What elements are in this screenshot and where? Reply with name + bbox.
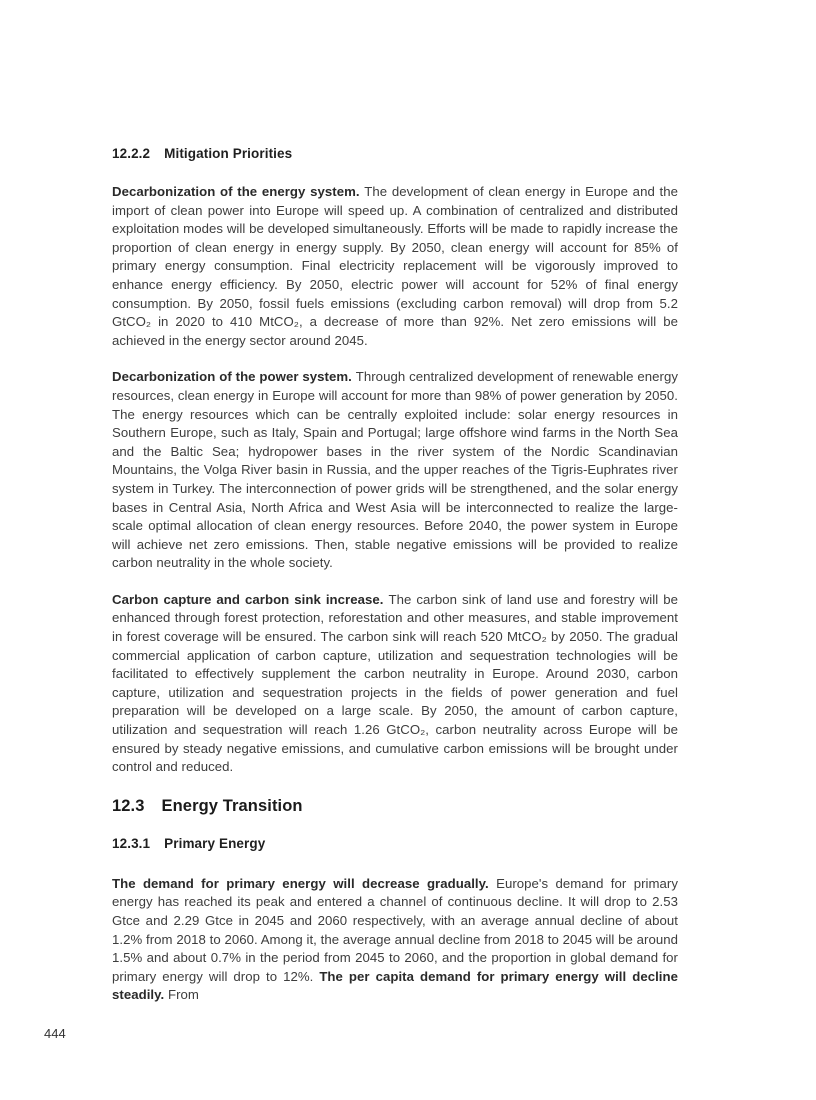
heading-number: 12.3 bbox=[112, 796, 145, 815]
paragraph-primary-energy-demand: The demand for primary energy will decrease gradually. Europe's demand for primary energy has reached its peak and entered a channel of continuous decline. It will drop to 2.53 Gtce and 2.29 Gtce in 2045 and 2060 respectively, with an average annual decline of about 1.2% from 2018 to 2060. Among it, the average annual decline from 2018 to 2045 will be around 1.5% and about 0.7% in the period from 2045 to 2060, and the proportion in global demand for primary energy will drop to 12%. The per capita demand for primary energy will decline steadily. From bbox=[112, 875, 679, 1003]
paragraph-decarbonization-power-system: Decarbonization of the power system. Through centralized development of renewable energy resources, clean energy in Europe will account for more than 98% of power generation by 2050. The energy resources which can be centrally exploited include: solar energy resources in Southern Europe, such as Italy, Spain and Portugal; large offshore wind farms in the North Sea and the Baltic Sea; hydropower bases in the river system of the Nordic Scandinavian Mountains, the Volga River basin in Russia, and the upper reaches of the Tigris-Euphrates river system in Turkey. The interconnection of power grids will be strengthened, and the solar energy bases in Central Asia, North Africa and West Asia will be interconnected to realize the large-scale optimal allocation of clean energy resources. Before 2040, the power system in Europe will achieve net zero emissions. Then, stable negative emissions will be provided to realize carbon neutrality in the whole society. bbox=[112, 369, 678, 571]
heading-primary-energy bbox=[112, 836, 678, 851]
heading-energy-transition bbox=[112, 797, 678, 816]
heading-number: 12.2.2 bbox=[112, 146, 151, 161]
paragraph-decarbonization-energy-system: Decarbonization of the energy system. The development of clean energy in Europe and the import of clean power into Europe will speed up. A combination of centralized and distributed exploitation modes will be developed simultaneously. Efforts will be made to rapidly increase the proportion of clean energy in energy supply. By 2050, clean energy will account for 85% of primary energy consumption. Final electricity replacement will be vigorously improved to enhance energy efficiency. By 2050, electric power will account for 52% of final energy consumption. By 2050, fossil fuels emissions (excluding carbon removal) will drop from 5.2 GtCO₂ in 2020 to 410 MtCO₂, a decrease of more than 92%. Net zero emissions will be achieved in the energy sector around 2045. bbox=[112, 184, 679, 348]
heading-title: Energy Transition bbox=[161, 796, 303, 815]
heading-title: Mitigation Priorities bbox=[164, 146, 293, 161]
heading-number: 12.3.1 bbox=[112, 835, 151, 851]
heading-mitigation-priorities bbox=[112, 146, 678, 161]
heading-title: Primary Energy bbox=[164, 835, 266, 851]
paragraph-carbon-capture-sink: Carbon capture and carbon sink increase. The carbon sink of land use and forestry will be enhanced through forest protection, reforestation and other measures, and stable improvement in forest coverage will be ensured. The carbon sink will reach 520 MtCO₂ by 2050. The gradual commercial application of carbon capture, utilization and sequestration technologies will be facilitated to effectively supplement the carbon neutrality in Europe. Around 2030, carbon capture, utilization and sequestration projects in the fields of power generation and fuel preparation will be developed on a large scale. By 2050, the amount of carbon capture, utilization and sequestration will reach 1.26 GtCO₂, carbon neutrality across Europe will be ensured by steady negative emissions, and cumulative carbon emissions will be brought under control and reduced. bbox=[112, 591, 678, 775]
page-number: 444 bbox=[44, 1026, 66, 1041]
page-content bbox=[112, 146, 678, 1023]
